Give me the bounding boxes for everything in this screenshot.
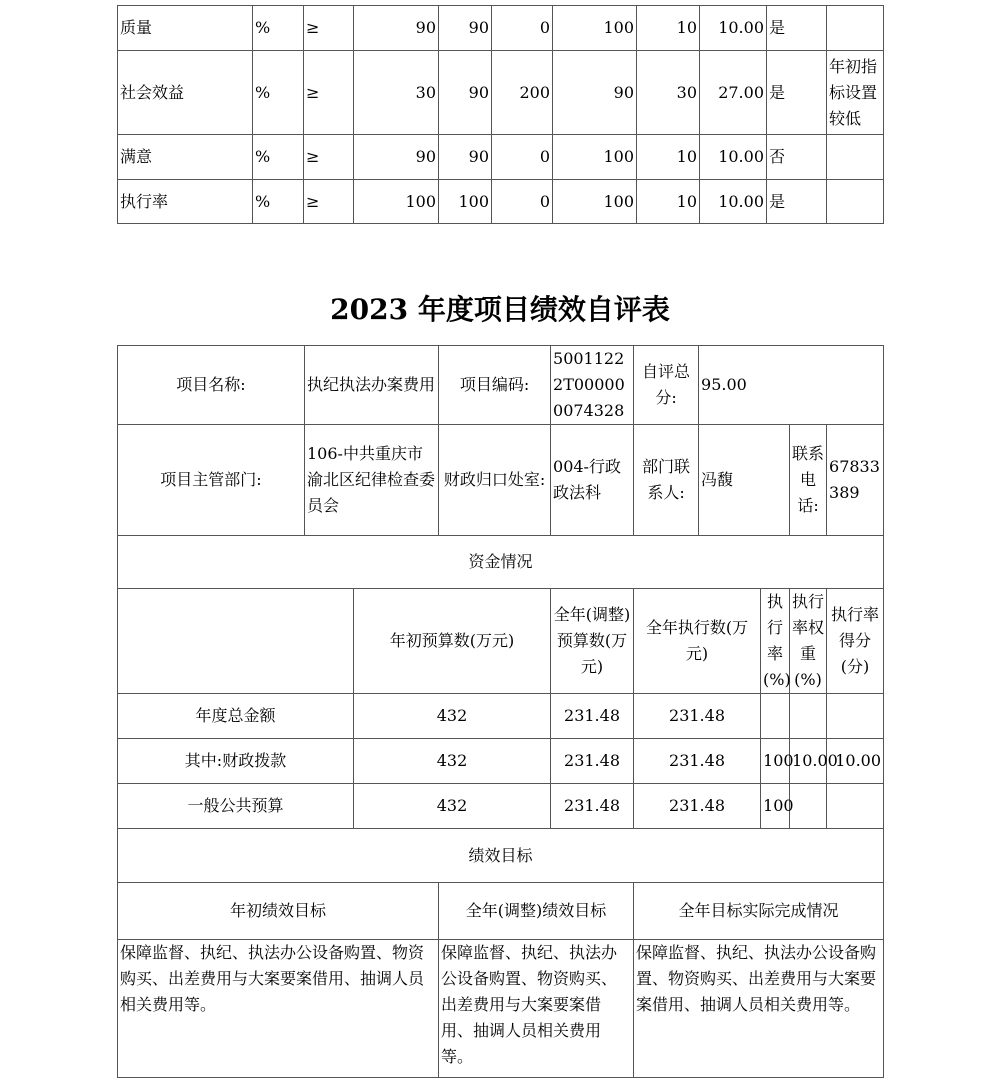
page-title: 2023 年度项目绩效自评表 <box>330 293 670 326</box>
funds-executed: 231.48 <box>634 739 761 784</box>
table-row <box>118 536 884 589</box>
table-row <box>118 829 884 883</box>
funds-header-score: 执行率得分(分) <box>827 589 884 694</box>
indicator-score: 10.00 <box>700 135 767 180</box>
phone-label: 联系电话: <box>790 425 827 536</box>
table-row <box>118 883 884 940</box>
funds-row-label: 年度总金额 <box>118 694 354 739</box>
indicator-unit: % <box>253 180 304 224</box>
funds-rate: 100 <box>761 739 790 784</box>
contact-value: 冯馥 <box>699 425 790 536</box>
table-row <box>118 694 884 739</box>
project-code: 50011222T000000074328 <box>551 346 634 425</box>
table-row <box>118 180 884 224</box>
funds-row-label: 其中:财政拨款 <box>118 739 354 784</box>
indicator-operator: ≥ <box>304 6 354 51</box>
indicator-value: 200 <box>492 51 553 135</box>
goals-header-adjusted: 全年(调整)绩效目标 <box>439 883 634 940</box>
indicator-name: 质量 <box>118 6 253 51</box>
funds-header-rate: 执行率(%) <box>761 589 790 694</box>
indicator-met: 是 <box>767 51 827 135</box>
indicator-value: 10 <box>637 6 700 51</box>
funds-initial: 432 <box>354 739 551 784</box>
indicator-value: 90 <box>439 51 492 135</box>
indicator-name: 执行率 <box>118 180 253 224</box>
indicator-value: 30 <box>354 51 439 135</box>
table-row <box>118 51 884 135</box>
indicator-name: 满意 <box>118 135 253 180</box>
finance-value: 004-行政政法科 <box>551 425 634 536</box>
goals-actual-text: 保障监督、执纪、执法办公设备购置、物资购买、出差费用与大案要案借用、抽调人员相关费用等。 <box>634 940 884 1078</box>
funds-adjusted: 231.48 <box>551 739 634 784</box>
table-row <box>118 784 884 829</box>
funds-header-weight: 执行率权重(%) <box>790 589 827 694</box>
indicator-value: 90 <box>439 6 492 51</box>
indicator-value: 90 <box>354 6 439 51</box>
indicator-value: 90 <box>354 135 439 180</box>
table-row <box>118 940 884 1078</box>
funds-row-label: 一般公共预算 <box>118 784 354 829</box>
funds-weight <box>790 694 827 739</box>
indicator-score: 27.00 <box>700 51 767 135</box>
indicator-note <box>827 6 884 51</box>
indicator-score: 10.00 <box>700 6 767 51</box>
indicator-table <box>117 5 884 224</box>
funds-executed: 231.48 <box>634 784 761 829</box>
table-row <box>118 135 884 180</box>
goals-adjusted-text: 保障监督、执纪、执法办公设备购置、物资购买、出差费用与大案要案借用、抽调人员相关费用等。 <box>439 940 634 1078</box>
evaluation-table <box>117 345 884 1078</box>
table-row <box>118 739 884 784</box>
indicator-note <box>827 180 884 224</box>
funds-rate <box>761 694 790 739</box>
indicator-value: 10 <box>637 180 700 224</box>
funds-initial: 432 <box>354 784 551 829</box>
indicator-value: 0 <box>492 135 553 180</box>
goals-section-title: 绩效目标 <box>118 829 884 883</box>
indicator-met: 是 <box>767 180 827 224</box>
indicator-met: 否 <box>767 135 827 180</box>
indicator-value: 100 <box>354 180 439 224</box>
funds-rate: 100 <box>761 784 790 829</box>
indicator-value: 90 <box>553 51 637 135</box>
funds-adjusted: 231.48 <box>551 784 634 829</box>
indicator-unit: % <box>253 135 304 180</box>
indicator-unit: % <box>253 51 304 135</box>
indicator-operator: ≥ <box>304 51 354 135</box>
funds-header-adjusted: 全年(调整)预算数(万元) <box>551 589 634 694</box>
table-row <box>118 6 884 51</box>
funds-score <box>827 784 884 829</box>
funds-executed: 231.48 <box>634 694 761 739</box>
goals-header-initial: 年初绩效目标 <box>118 883 439 940</box>
indicator-value: 30 <box>637 51 700 135</box>
project-code-label: 项目编码: <box>439 346 551 425</box>
indicator-operator: ≥ <box>304 180 354 224</box>
indicator-value: 100 <box>553 6 637 51</box>
indicator-met: 是 <box>767 6 827 51</box>
indicator-operator: ≥ <box>304 135 354 180</box>
indicator-score: 10.00 <box>700 180 767 224</box>
funds-header-executed: 全年执行数(万元) <box>634 589 761 694</box>
indicator-value: 100 <box>553 180 637 224</box>
finance-label: 财政归口处室: <box>439 425 551 536</box>
goals-header-actual: 全年目标实际完成情况 <box>634 883 884 940</box>
dept-label: 项目主管部门: <box>118 425 305 536</box>
funds-header-initial: 年初预算数(万元) <box>354 589 551 694</box>
funds-adjusted: 231.48 <box>551 694 634 739</box>
indicator-value: 90 <box>439 135 492 180</box>
indicator-value: 0 <box>492 180 553 224</box>
project-name: 执纪执法办案费用 <box>305 346 439 425</box>
indicator-name: 社会效益 <box>118 51 253 135</box>
indicator-value: 100 <box>553 135 637 180</box>
funds-section-title: 资金情况 <box>118 536 884 589</box>
phone-value: 67833389 <box>827 425 884 536</box>
table-row <box>118 589 884 694</box>
indicator-note <box>827 135 884 180</box>
funds-score: 10.00 <box>827 739 884 784</box>
funds-header-blank <box>118 589 354 694</box>
dept-value: 106-中共重庆市渝北区纪律检查委员会 <box>305 425 439 536</box>
contact-label: 部门联系人: <box>634 425 699 536</box>
funds-weight: 10.00 <box>790 739 827 784</box>
self-score-label: 自评总分: <box>634 346 699 425</box>
funds-weight <box>790 784 827 829</box>
indicator-value: 0 <box>492 6 553 51</box>
indicator-value: 10 <box>637 135 700 180</box>
project-name-label: 项目名称: <box>118 346 305 425</box>
table-row <box>118 425 884 536</box>
indicator-value: 100 <box>439 180 492 224</box>
self-score: 95.00 <box>699 346 884 425</box>
indicator-unit: % <box>253 6 304 51</box>
indicator-note: 年初指标设置较低 <box>827 51 884 135</box>
table-row <box>118 346 884 425</box>
funds-score <box>827 694 884 739</box>
funds-initial: 432 <box>354 694 551 739</box>
goals-initial-text: 保障监督、执纪、执法办公设备购置、物资购买、出差费用与大案要案借用、抽调人员相关费用等。 <box>118 940 439 1078</box>
